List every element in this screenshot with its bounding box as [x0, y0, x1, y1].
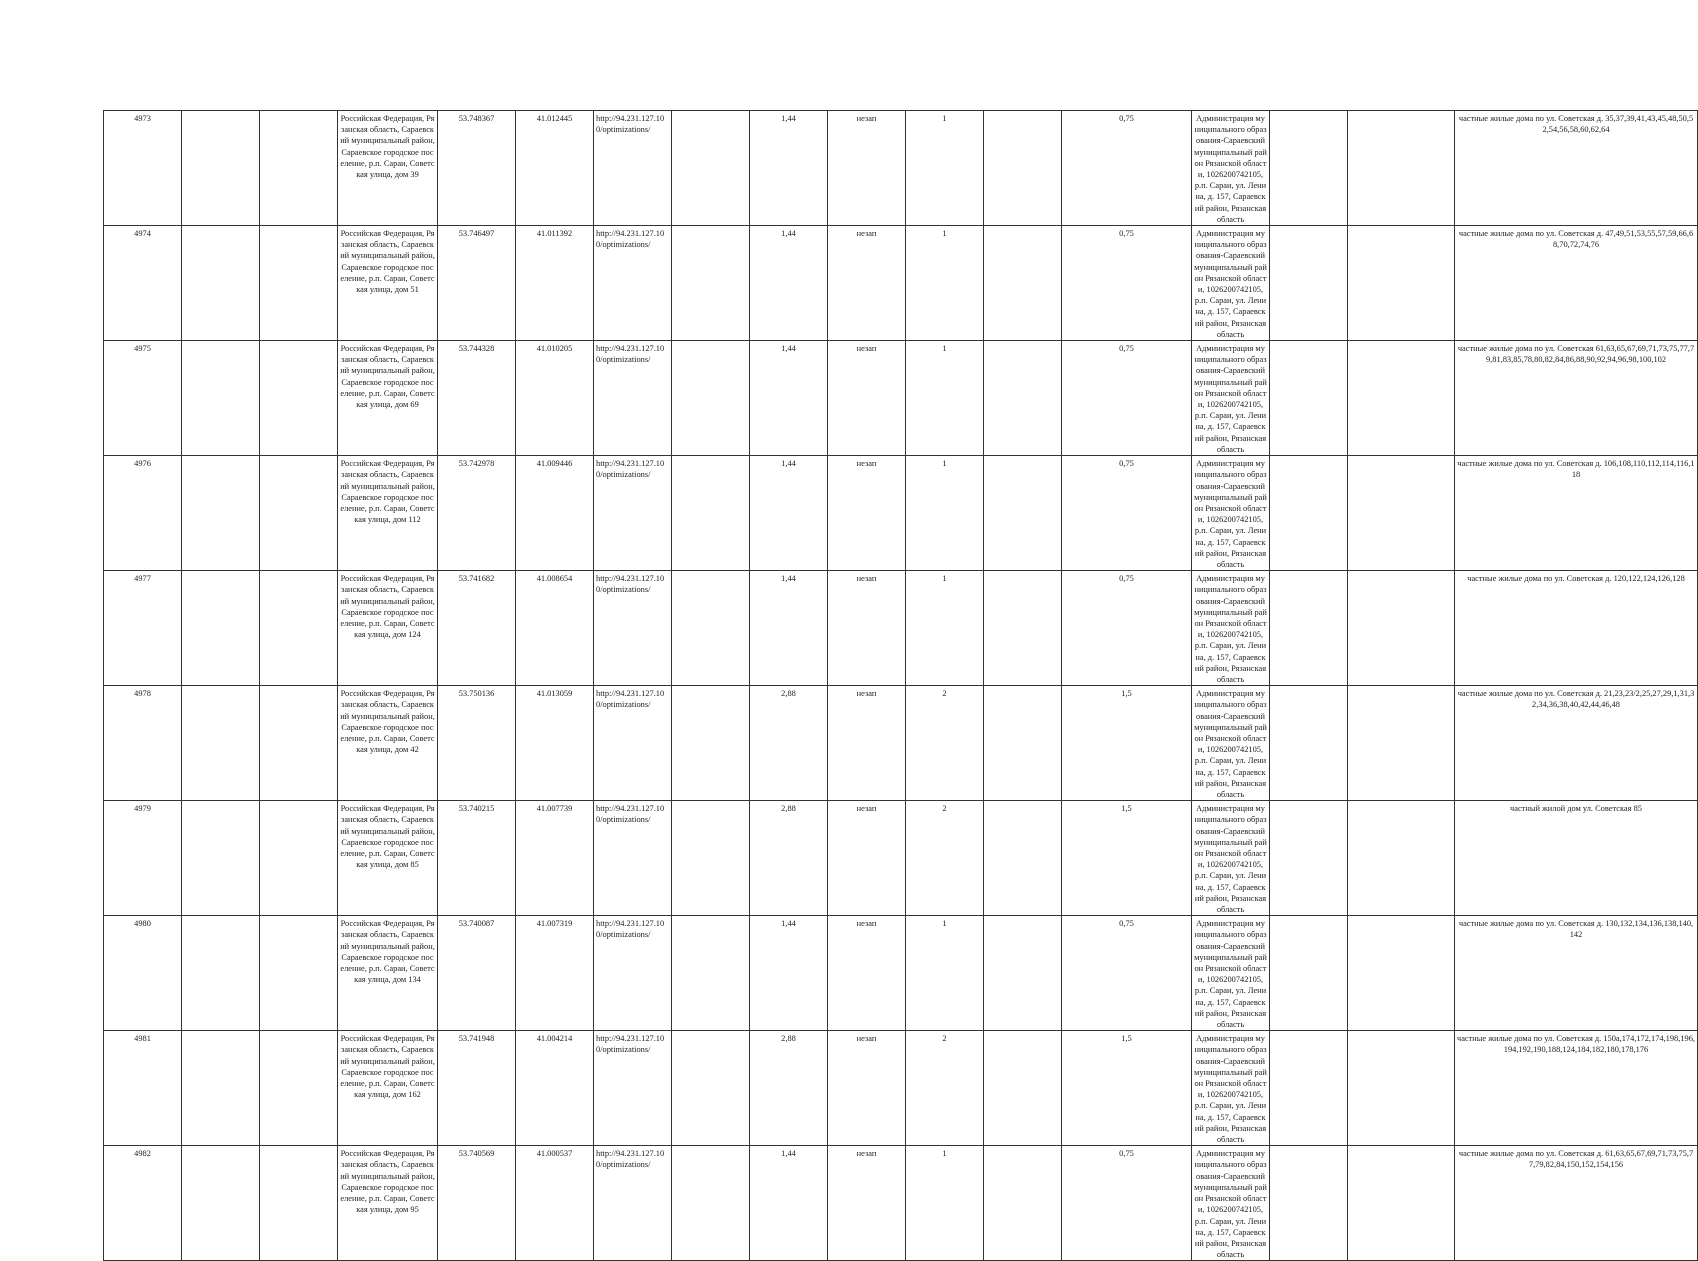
empty-cell	[182, 111, 260, 226]
empty-cell	[672, 1146, 750, 1261]
empty-cell	[260, 1031, 338, 1146]
empty-cell	[672, 916, 750, 1031]
empty-cell	[672, 1031, 750, 1146]
address-cell: Российская Федерация, Рязанская область, Сараевский муниципальный район, Сараевское городское поселение, р.п. Сараи, Советская улица, дом 162	[338, 1031, 438, 1146]
served-objects-cell: частный жилой дом ул. Советская 85	[1455, 801, 1698, 916]
address-cell: Российская Федерация, Рязанская область, Сараевский муниципальный район, Сараевское городское поселение, р.п. Сараи, Советская улица, дом 85	[338, 801, 438, 916]
container-count-cell: 1	[906, 111, 984, 226]
volume-cell: 0,75	[1062, 916, 1192, 1031]
container-count-cell: 2	[906, 801, 984, 916]
url-cell: http://94.231.127.100/optimizations/	[594, 1146, 672, 1261]
latitude-cell: 53.748367	[438, 111, 516, 226]
container-count-cell: 1	[906, 1146, 984, 1261]
surface-type-cell: незап	[828, 801, 906, 916]
volume-cell: 0,75	[1062, 341, 1192, 456]
empty-cell	[1348, 571, 1455, 686]
container-sites-table	[103, 110, 1698, 1261]
empty-cell	[1270, 916, 1348, 1031]
latitude-cell: 53.741682	[438, 571, 516, 686]
record-number-cell: 4978	[104, 686, 182, 801]
empty-cell	[182, 571, 260, 686]
address-cell: Российская Федерация, Рязанская область, Сараевский муниципальный район, Сараевское городское поселение, р.п. Сараи, Советская улица, дом 42	[338, 686, 438, 801]
empty-cell	[672, 801, 750, 916]
surface-type-cell: незап	[828, 341, 906, 456]
empty-cell	[182, 1031, 260, 1146]
area-cell: 1,44	[750, 571, 828, 686]
record-number-cell: 4974	[104, 226, 182, 341]
table-row	[104, 111, 1698, 226]
empty-cell	[1270, 1146, 1348, 1261]
empty-cell	[1348, 456, 1455, 571]
owner-organization-cell: Администрация муниципального образования-Сараевский муниципальный район Рязанской области, 1026200742105, р.п. Сараи, ул. Ленина, д. 157, Сараевский район, Рязанская область	[1192, 226, 1270, 341]
empty-cell	[182, 686, 260, 801]
empty-cell	[260, 801, 338, 916]
longitude-cell: 41.012445	[516, 111, 594, 226]
empty-cell	[1270, 226, 1348, 341]
area-cell: 1,44	[750, 1146, 828, 1261]
latitude-cell: 53.750136	[438, 686, 516, 801]
empty-cell	[984, 111, 1062, 226]
volume-cell: 0,75	[1062, 1146, 1192, 1261]
empty-cell	[1348, 1031, 1455, 1146]
surface-type-cell: незап	[828, 226, 906, 341]
longitude-cell: 41.010205	[516, 341, 594, 456]
table-row	[104, 571, 1698, 686]
table-row	[104, 916, 1698, 1031]
volume-cell: 1,5	[1062, 686, 1192, 801]
empty-cell	[1348, 226, 1455, 341]
volume-cell: 0,75	[1062, 456, 1192, 571]
empty-cell	[260, 226, 338, 341]
empty-cell	[1348, 801, 1455, 916]
volume-cell: 0,75	[1062, 111, 1192, 226]
url-cell: http://94.231.127.100/optimizations/	[594, 686, 672, 801]
record-number-cell: 4976	[104, 456, 182, 571]
empty-cell	[672, 111, 750, 226]
table-row	[104, 1146, 1698, 1261]
empty-cell	[984, 571, 1062, 686]
empty-cell	[260, 916, 338, 1031]
empty-cell	[1270, 686, 1348, 801]
address-cell: Российская Федерация, Рязанская область, Сараевский муниципальный район, Сараевское городское поселение, р.п. Сараи, Советская улица, дом 39	[338, 111, 438, 226]
record-number-cell: 4981	[104, 1031, 182, 1146]
longitude-cell: 41.007319	[516, 916, 594, 1031]
empty-cell	[984, 456, 1062, 571]
latitude-cell: 53.740569	[438, 1146, 516, 1261]
empty-cell	[182, 801, 260, 916]
address-cell: Российская Федерация, Рязанская область, Сараевский муниципальный район, Сараевское городское поселение, р.п. Сараи, Советская улица, дом 124	[338, 571, 438, 686]
empty-cell	[672, 686, 750, 801]
volume-cell: 1,5	[1062, 801, 1192, 916]
area-cell: 1,44	[750, 456, 828, 571]
longitude-cell: 41.008654	[516, 571, 594, 686]
container-count-cell: 1	[906, 341, 984, 456]
container-count-cell: 2	[906, 686, 984, 801]
table-row	[104, 341, 1698, 456]
surface-type-cell: незап	[828, 916, 906, 1031]
record-number-cell: 4975	[104, 341, 182, 456]
table-row	[104, 686, 1698, 801]
area-cell: 1,44	[750, 341, 828, 456]
longitude-cell: 41.004214	[516, 1031, 594, 1146]
record-number-cell: 4977	[104, 571, 182, 686]
table-row	[104, 1031, 1698, 1146]
empty-cell	[1270, 571, 1348, 686]
area-cell: 2,88	[750, 686, 828, 801]
served-objects-cell: частные жилые дома по ул. Советская д. 106,108,110,112,114,116,118	[1455, 456, 1698, 571]
container-count-cell: 1	[906, 456, 984, 571]
registry-table-sheet	[103, 110, 1698, 1261]
empty-cell	[1270, 801, 1348, 916]
surface-type-cell: незап	[828, 686, 906, 801]
empty-cell	[672, 571, 750, 686]
empty-cell	[182, 1146, 260, 1261]
empty-cell	[182, 916, 260, 1031]
surface-type-cell: незап	[828, 111, 906, 226]
surface-type-cell: незап	[828, 456, 906, 571]
url-cell: http://94.231.127.100/optimizations/	[594, 801, 672, 916]
owner-organization-cell: Администрация муниципального образования-Сараевский муниципальный район Рязанской области, 1026200742105, р.п. Сараи, ул. Ленина, д. 157, Сараевский район, Рязанская область	[1192, 571, 1270, 686]
empty-cell	[182, 341, 260, 456]
empty-cell	[1348, 1146, 1455, 1261]
empty-cell	[672, 226, 750, 341]
volume-cell: 0,75	[1062, 571, 1192, 686]
served-objects-cell: частные жилые дома по ул. Советская д. 21,23,23/2,25,27,29,1,31,32,34,36,38,40,42,44,46,48	[1455, 686, 1698, 801]
empty-cell	[984, 801, 1062, 916]
surface-type-cell: незап	[828, 1031, 906, 1146]
area-cell: 1,44	[750, 111, 828, 226]
surface-type-cell: незап	[828, 1146, 906, 1261]
served-objects-cell: частные жилые дома по ул. Советская 61,63,65,67,69,71,73,75,77,79,81,83,85,78,80,82,84,86,88,90,92,94,96,98,100,102	[1455, 341, 1698, 456]
owner-organization-cell: Администрация муниципального образования-Сараевский муниципальный район Рязанской области, 1026200742105, р.п. Сараи, ул. Ленина, д. 157, Сараевский район, Рязанская область	[1192, 1146, 1270, 1261]
served-objects-cell: частные жилые дома по ул. Советская д. 150а,174,172,174,198,196,194,192,190,188,124,184,182,180,178,176	[1455, 1031, 1698, 1146]
url-cell: http://94.231.127.100/optimizations/	[594, 111, 672, 226]
table-row	[104, 456, 1698, 571]
empty-cell	[260, 456, 338, 571]
record-number-cell: 4980	[104, 916, 182, 1031]
empty-cell	[1270, 1031, 1348, 1146]
record-number-cell: 4982	[104, 1146, 182, 1261]
address-cell: Российская Федерация, Рязанская область, Сараевский муниципальный район, Сараевское городское поселение, р.п. Сараи, Советская улица, дом 134	[338, 916, 438, 1031]
owner-organization-cell: Администрация муниципального образования-Сараевский муниципальный район Рязанской области, 1026200742105, р.п. Сараи, ул. Ленина, д. 157, Сараевский район, Рязанская область	[1192, 916, 1270, 1031]
served-objects-cell: частные жилые дома по ул. Советская д. 120,122,124,126,128	[1455, 571, 1698, 686]
latitude-cell: 53.740215	[438, 801, 516, 916]
url-cell: http://94.231.127.100/optimizations/	[594, 571, 672, 686]
owner-organization-cell: Администрация муниципального образования-Сараевский муниципальный район Рязанской области, 1026200742105, р.п. Сараи, ул. Ленина, д. 157, Сараевский район, Рязанская область	[1192, 686, 1270, 801]
area-cell: 2,88	[750, 1031, 828, 1146]
empty-cell	[1348, 686, 1455, 801]
empty-cell	[672, 341, 750, 456]
empty-cell	[984, 226, 1062, 341]
longitude-cell: 41.011392	[516, 226, 594, 341]
container-count-cell: 1	[906, 571, 984, 686]
owner-organization-cell: Администрация муниципального образования-Сараевский муниципальный район Рязанской области, 1026200742105, р.п. Сараи, ул. Ленина, д. 157, Сараевский район, Рязанская область	[1192, 1031, 1270, 1146]
url-cell: http://94.231.127.100/optimizations/	[594, 1031, 672, 1146]
area-cell: 1,44	[750, 916, 828, 1031]
empty-cell	[1270, 456, 1348, 571]
owner-organization-cell: Администрация муниципального образования-Сараевский муниципальный район Рязанской области, 1026200742105, р.п. Сараи, ул. Ленина, д. 157, Сараевский район, Рязанская область	[1192, 341, 1270, 456]
served-objects-cell: частные жилые дома по ул. Советская д. 61,63,65,67,69,71,73,75,77,79,82,84,150,152,154,156	[1455, 1146, 1698, 1261]
latitude-cell: 53.740087	[438, 916, 516, 1031]
empty-cell	[984, 916, 1062, 1031]
record-number-cell: 4979	[104, 801, 182, 916]
address-cell: Российская Федерация, Рязанская область, Сараевский муниципальный район, Сараевское городское поселение, р.п. Сараи, Советская улица, дом 69	[338, 341, 438, 456]
table-body	[104, 111, 1698, 1261]
latitude-cell: 53.746497	[438, 226, 516, 341]
volume-cell: 1,5	[1062, 1031, 1192, 1146]
empty-cell	[1270, 341, 1348, 456]
empty-cell	[672, 456, 750, 571]
longitude-cell: 41.007739	[516, 801, 594, 916]
empty-cell	[984, 686, 1062, 801]
empty-cell	[1348, 111, 1455, 226]
served-objects-cell: частные жилые дома по ул. Советская д. 47,49,51,53,55,57,59,66,68,70,72,74,76	[1455, 226, 1698, 341]
url-cell: http://94.231.127.100/optimizations/	[594, 226, 672, 341]
address-cell: Российская Федерация, Рязанская область, Сараевский муниципальный район, Сараевское городское поселение, р.п. Сараи, Советская улица, дом 95	[338, 1146, 438, 1261]
empty-cell	[260, 571, 338, 686]
empty-cell	[1348, 341, 1455, 456]
empty-cell	[984, 1031, 1062, 1146]
owner-organization-cell: Администрация муниципального образования-Сараевский муниципальный район Рязанской области, 1026200742105, р.п. Сараи, ул. Ленина, д. 157, Сараевский район, Рязанская область	[1192, 111, 1270, 226]
served-objects-cell: частные жилые дома по ул. Советская д. 130,132,134,136,138,140,142	[1455, 916, 1698, 1031]
surface-type-cell: незап	[828, 571, 906, 686]
latitude-cell: 53.742978	[438, 456, 516, 571]
empty-cell	[984, 1146, 1062, 1261]
empty-cell	[260, 1146, 338, 1261]
empty-cell	[260, 686, 338, 801]
volume-cell: 0,75	[1062, 226, 1192, 341]
latitude-cell: 53.741948	[438, 1031, 516, 1146]
longitude-cell: 41.013059	[516, 686, 594, 801]
table-row	[104, 226, 1698, 341]
record-number-cell: 4973	[104, 111, 182, 226]
owner-organization-cell: Администрация муниципального образования-Сараевский муниципальный район Рязанской области, 1026200742105, р.п. Сараи, ул. Ленина, д. 157, Сараевский район, Рязанская область	[1192, 456, 1270, 571]
area-cell: 1,44	[750, 226, 828, 341]
empty-cell	[260, 111, 338, 226]
area-cell: 2,88	[750, 801, 828, 916]
container-count-cell: 1	[906, 916, 984, 1031]
empty-cell	[1270, 111, 1348, 226]
container-count-cell: 2	[906, 1031, 984, 1146]
address-cell: Российская Федерация, Рязанская область, Сараевский муниципальный район, Сараевское городское поселение, р.п. Сараи, Советская улица, дом 51	[338, 226, 438, 341]
longitude-cell: 41.000537	[516, 1146, 594, 1261]
longitude-cell: 41.009446	[516, 456, 594, 571]
served-objects-cell: частные жилые дома по ул. Советская д. 35,37,39,41,43,45,48,50,52,54,56,58,60,62,64	[1455, 111, 1698, 226]
url-cell: http://94.231.127.100/optimizations/	[594, 456, 672, 571]
container-count-cell: 1	[906, 226, 984, 341]
table-row	[104, 801, 1698, 916]
empty-cell	[984, 341, 1062, 456]
empty-cell	[1348, 916, 1455, 1031]
empty-cell	[260, 341, 338, 456]
owner-organization-cell: Администрация муниципального образования-Сараевский муниципальный район Рязанской области, 1026200742105, р.п. Сараи, ул. Ленина, д. 157, Сараевский район, Рязанская область	[1192, 801, 1270, 916]
address-cell: Российская Федерация, Рязанская область, Сараевский муниципальный район, Сараевское городское поселение, р.п. Сараи, Советская улица, дом 112	[338, 456, 438, 571]
url-cell: http://94.231.127.100/optimizations/	[594, 341, 672, 456]
url-cell: http://94.231.127.100/optimizations/	[594, 916, 672, 1031]
empty-cell	[182, 226, 260, 341]
empty-cell	[182, 456, 260, 571]
latitude-cell: 53.744328	[438, 341, 516, 456]
